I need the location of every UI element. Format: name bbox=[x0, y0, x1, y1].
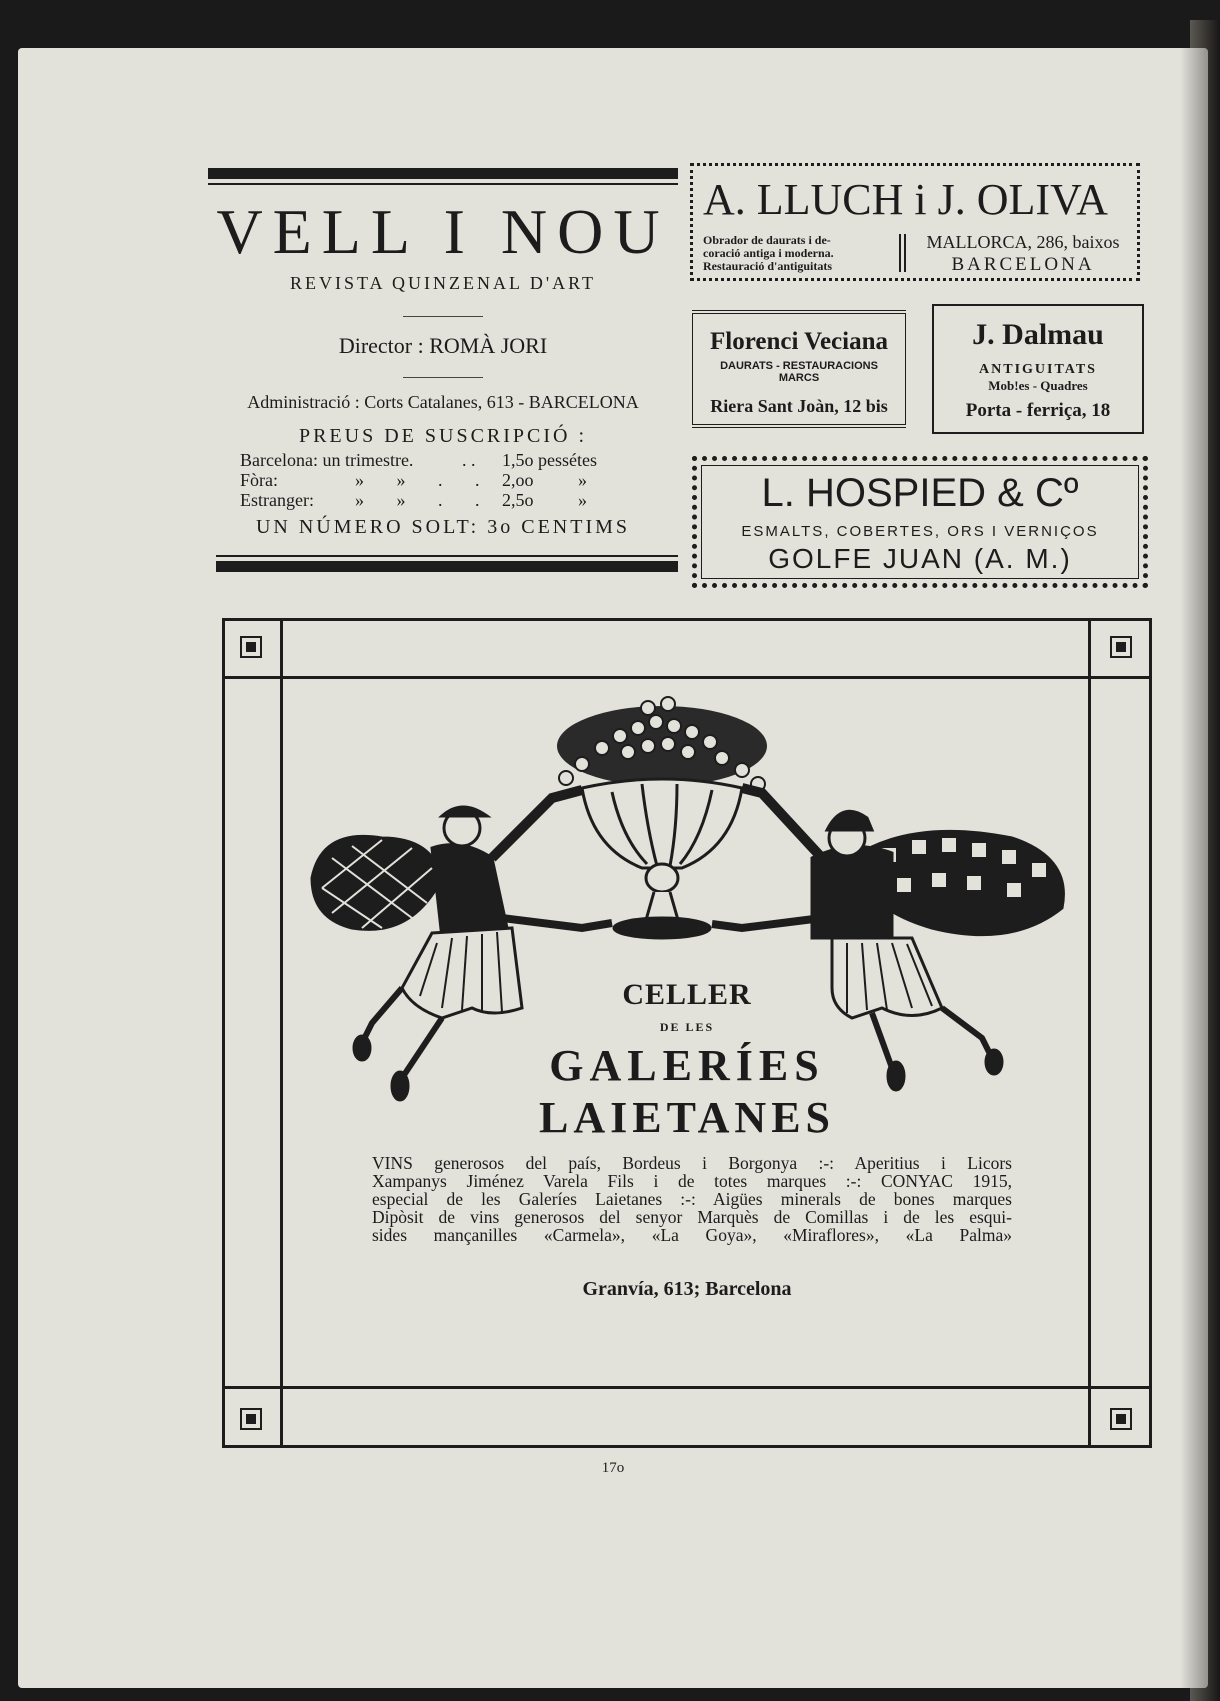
masthead bbox=[208, 168, 678, 572]
subscription-heading: PREUS DE SUSCRIPCIÓ : bbox=[298, 425, 588, 447]
subscription-dots: » » . . bbox=[355, 490, 480, 510]
ad-dalmau-name: J. Dalmau bbox=[972, 318, 1104, 351]
ad-dalmau-address: Porta - ferriça, 18 bbox=[965, 400, 1111, 421]
ad-lluch-address: MALLORCA, 286, baixos bbox=[926, 232, 1120, 252]
ad-hospied bbox=[692, 456, 1148, 588]
masthead-top-rule bbox=[208, 183, 678, 185]
subscription-dots: . . bbox=[462, 450, 476, 470]
subscription-row bbox=[240, 450, 678, 470]
masthead-bottom-rule bbox=[216, 555, 678, 557]
masthead-top-bar bbox=[208, 168, 678, 179]
corner-ornament bbox=[1110, 636, 1132, 658]
celler-text-line: Xampanys Jiménez Varela Fils i de totes marques :-: CONYAC 1915, bbox=[372, 1171, 1012, 1191]
masthead-subtitle: REVISTA QUINZENAL D'ART bbox=[289, 273, 597, 293]
ad-lluch-city: BARCELONA bbox=[951, 254, 1095, 275]
page-number: 17o bbox=[601, 1460, 625, 1476]
subscription-price: 2,5o » bbox=[502, 490, 587, 510]
ad-dalmau-line2: Mob!es - Quadres bbox=[988, 378, 1088, 393]
subscription-row bbox=[240, 490, 678, 510]
subscription-place: Fòra: bbox=[240, 470, 278, 490]
ad-hospied-name: L. HOSPIED & Cº bbox=[761, 471, 1079, 515]
celler-address: Granvía, 613; Barcelona bbox=[582, 1278, 792, 1300]
ad-celler-frame bbox=[222, 618, 1152, 1448]
celler-text-line: sides mançanilles «Carmela», «La Goya», «Miraflores», «La Palma» bbox=[372, 1225, 1012, 1245]
desc-line: coració antiga i moderna. bbox=[703, 246, 834, 260]
celler-subtitle: DE LES bbox=[659, 1020, 715, 1034]
corner-ornament bbox=[240, 1408, 262, 1430]
celler-title: CELLER bbox=[622, 978, 752, 1011]
desc-line: Obrador de daurats i de- bbox=[703, 233, 831, 247]
celler-text-line: especial de les Galeríes Laietanes :-: Aigües minerals de bones marques bbox=[372, 1189, 1012, 1209]
subscription-dots: » » . . bbox=[355, 470, 480, 490]
page bbox=[18, 48, 1208, 1688]
divider bbox=[403, 377, 483, 378]
desc-line: Restauració d'antiguitats bbox=[703, 259, 832, 273]
separator bbox=[899, 234, 906, 272]
ad-veciana-line1: DAURATS - RESTAURACIONS bbox=[720, 360, 878, 372]
subscription-place: Estranger: bbox=[240, 490, 314, 510]
celler-name-line1: GALERÍES bbox=[549, 1041, 825, 1090]
fruit-bowl-icon bbox=[582, 779, 742, 938]
celler-name-line2: LAIETANES bbox=[538, 1093, 836, 1142]
grapes-icon bbox=[557, 697, 767, 791]
ad-hospied-line2: GOLFE JUAN (A. M.) bbox=[768, 543, 1072, 574]
masthead-title: VELL I NOU bbox=[216, 196, 670, 267]
celler-text-line: VINS generosos del país, Bordeus i Borgonya :-: Aperitius i Licors bbox=[372, 1153, 1012, 1173]
divider bbox=[403, 316, 483, 317]
ad-veciana-address: Riera Sant Joàn, 12 bis bbox=[710, 396, 888, 416]
subscription-price: 1,5o pessétes bbox=[502, 450, 597, 470]
ad-hospied-line1: ESMALTS, COBERTES, ORS I VERNIÇOS bbox=[741, 523, 1099, 540]
ad-dalmau-line1: ANTIGUITATS bbox=[979, 362, 1097, 377]
administration-line: Administració : Corts Catalanes, 613 - BARCELONA bbox=[247, 392, 639, 412]
subscription-table bbox=[240, 450, 678, 510]
ad-dalmau bbox=[932, 304, 1144, 434]
ad-lluch-name: A. LLUCH i J. OLIVA bbox=[703, 175, 1108, 224]
ad-lluch-oliva bbox=[690, 163, 1140, 281]
corner-ornament bbox=[1110, 1408, 1132, 1430]
celler-description bbox=[372, 1154, 1012, 1244]
page-gutter-shadow bbox=[1180, 48, 1208, 1688]
subscription-row bbox=[240, 470, 678, 490]
ad-lluch-description bbox=[703, 234, 834, 273]
subscription-place: Barcelona: un trimestre. bbox=[240, 450, 414, 470]
ad-veciana bbox=[692, 310, 906, 428]
celler-text-line: Dipòsit de vins generosos del senyor Marquès de Comillas i de les esqui- bbox=[372, 1207, 1012, 1227]
subscription-price: 2,oo » bbox=[502, 470, 587, 490]
ad-veciana-name: Florenci Veciana bbox=[709, 328, 888, 355]
single-issue-price: UN NÚMERO SOLT: 3o CENTIMS bbox=[255, 516, 631, 538]
ad-veciana-line2: MARCS bbox=[778, 372, 820, 384]
masthead-bottom-bar bbox=[216, 561, 678, 572]
corner-ornament bbox=[240, 636, 262, 658]
director-line: Director : ROMÀ JORI bbox=[338, 333, 548, 358]
